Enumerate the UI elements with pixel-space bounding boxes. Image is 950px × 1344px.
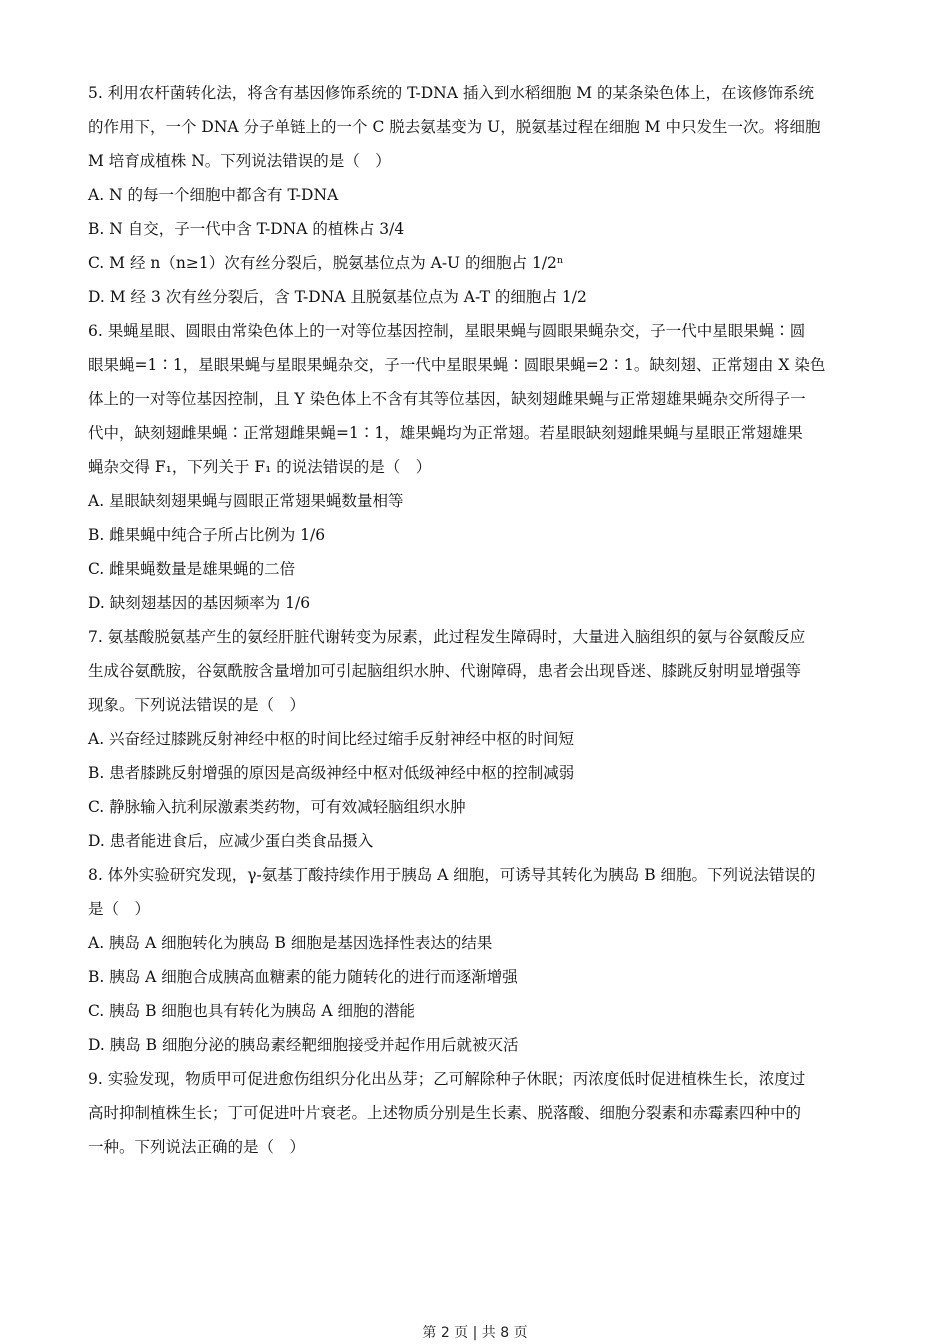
question-9 — [88, 1062, 868, 1164]
option-d: D. 缺刻翅基因的基因频率为 1/6 — [88, 594, 311, 612]
option-c: C. M 经 n（n≥1）次有丝分裂后，脱氨基位点为 A-U 的细胞占 1/2ⁿ — [88, 254, 564, 272]
question-6 — [88, 314, 868, 620]
question-stem-line: 6. 果蝇星眼、圆眼由常染色体上的一对等位基因控制，星眼果蝇与圆眼果蝇杂交，子一代中星眼果蝇∶圆 — [88, 322, 806, 340]
option-d: D. 患者能进食后，应减少蛋白类食品摄入 — [88, 832, 374, 850]
question-stem-line: M 培育成植株 N。下列说法错误的是（ ） — [88, 152, 391, 170]
option-d: D. 胰岛 B 细胞分泌的胰岛素经靶细胞接受并起作用后就被灭活 — [88, 1036, 519, 1054]
option-a: A. 星眼缺刻翅果蝇与圆眼正常翅果蝇数量相等 — [88, 492, 404, 510]
option-a: A. 兴奋经过膝跳反射神经中枢的时间比经过缩手反射神经中枢的时间短 — [88, 730, 575, 748]
page-footer: 第 2 页 | 共 8 页 — [422, 1325, 528, 1341]
question-stem-line: 生成谷氨酰胺，谷氨酰胺含量增加可引起脑组织水肿、代谢障碍，患者会出现昏迷、膝跳反射明显增强等 — [88, 662, 802, 680]
option-b: B. 雌果蝇中纯合子所占比例为 1/6 — [88, 526, 326, 544]
question-stem-line: 是（ ） — [88, 900, 151, 918]
question-5 — [88, 76, 868, 314]
question-8 — [88, 858, 868, 1062]
question-stem-line: 现象。下列说法错误的是（ ） — [88, 696, 306, 714]
option-c: C. 雌果蝇数量是雄果蝇的二倍 — [88, 560, 296, 578]
question-stem-line: 9. 实验发现，物质甲可促进愈伤组织分化出丛芽；乙可解除种子休眠；丙浓度低时促进植株生长，浓度过 — [88, 1070, 806, 1088]
question-stem-line: 的作用下，一个 DNA 分子单链上的一个 C 脱去氨基变为 U，脱氨基过程在细胞 M 中只发生一次。将细胞 — [88, 118, 821, 136]
option-a: A. 胰岛 A 细胞转化为胰岛 B 细胞是基因选择性表达的结果 — [88, 934, 493, 952]
option-d: D. M 经 3 次有丝分裂后，含 T-DNA 且脱氨基位点为 A-T 的细胞占 1/2 — [88, 288, 587, 306]
option-c: C. 静脉输入抗利尿激素类药物，可有效减轻脑组织水肿 — [88, 798, 466, 816]
option-a: A. N 的每一个细胞中都含有 T-DNA — [88, 186, 339, 204]
question-stem-line: 蝇杂交得 F₁，下列关于 F₁ 的说法错误的是（ ） — [88, 458, 432, 476]
question-stem-line: 一种。下列说法正确的是（ ） — [88, 1138, 306, 1156]
question-stem-line: 8. 体外实验研究发现，γ-氨基丁酸持续作用于胰岛 A 细胞，可诱导其转化为胰岛 B 细胞。下列说法错误的 — [88, 866, 816, 884]
question-stem-line: 体上的一对等位基因控制，且 Y 染色体上不含有其等位基因，缺刻翅雌果蝇与正常翅雄果蝇杂交所得子一 — [88, 390, 806, 408]
exam-page — [88, 76, 868, 1164]
question-stem-line: 7. 氨基酸脱氨基产生的氨经肝脏代谢转变为尿素，此过程发生障碍时，大量进入脑组织的氨与谷氨酸反应 — [88, 628, 806, 646]
option-b: B. 胰岛 A 细胞合成胰高血糖素的能力随转化的进行而逐渐增强 — [88, 968, 518, 986]
question-7 — [88, 620, 868, 858]
option-b: B. 患者膝跳反射增强的原因是高级神经中枢对低级神经中枢的控制减弱 — [88, 764, 575, 782]
question-stem-line: 5. 利用农杆菌转化法，将含有基因修饰系统的 T-DNA 插入到水稻细胞 M 的某条染色体上，在该修饰系统 — [88, 84, 815, 102]
question-stem-line: 眼果蝇=1∶1，星眼果蝇与星眼果蝇杂交，子一代中星眼果蝇∶圆眼果蝇=2∶1。缺刻翅、正常翅由 X 染色 — [88, 356, 826, 374]
question-stem-line: 高时抑制植株生长；丁可促进叶片衰老。上述物质分别是生长素、脱落酸、细胞分裂素和赤霉素四种中的 — [88, 1104, 802, 1122]
option-b: B. N 自交，子一代中含 T-DNA 的植株占 3/4 — [88, 220, 405, 238]
question-stem-line: 代中，缺刻翅雌果蝇∶正常翅雌果蝇=1∶1，雄果蝇均为正常翅。若星眼缺刻翅雌果蝇与星眼正常翅雄果 — [88, 424, 803, 442]
option-c: C. 胰岛 B 细胞也具有转化为胰岛 A 细胞的潜能 — [88, 1002, 415, 1020]
